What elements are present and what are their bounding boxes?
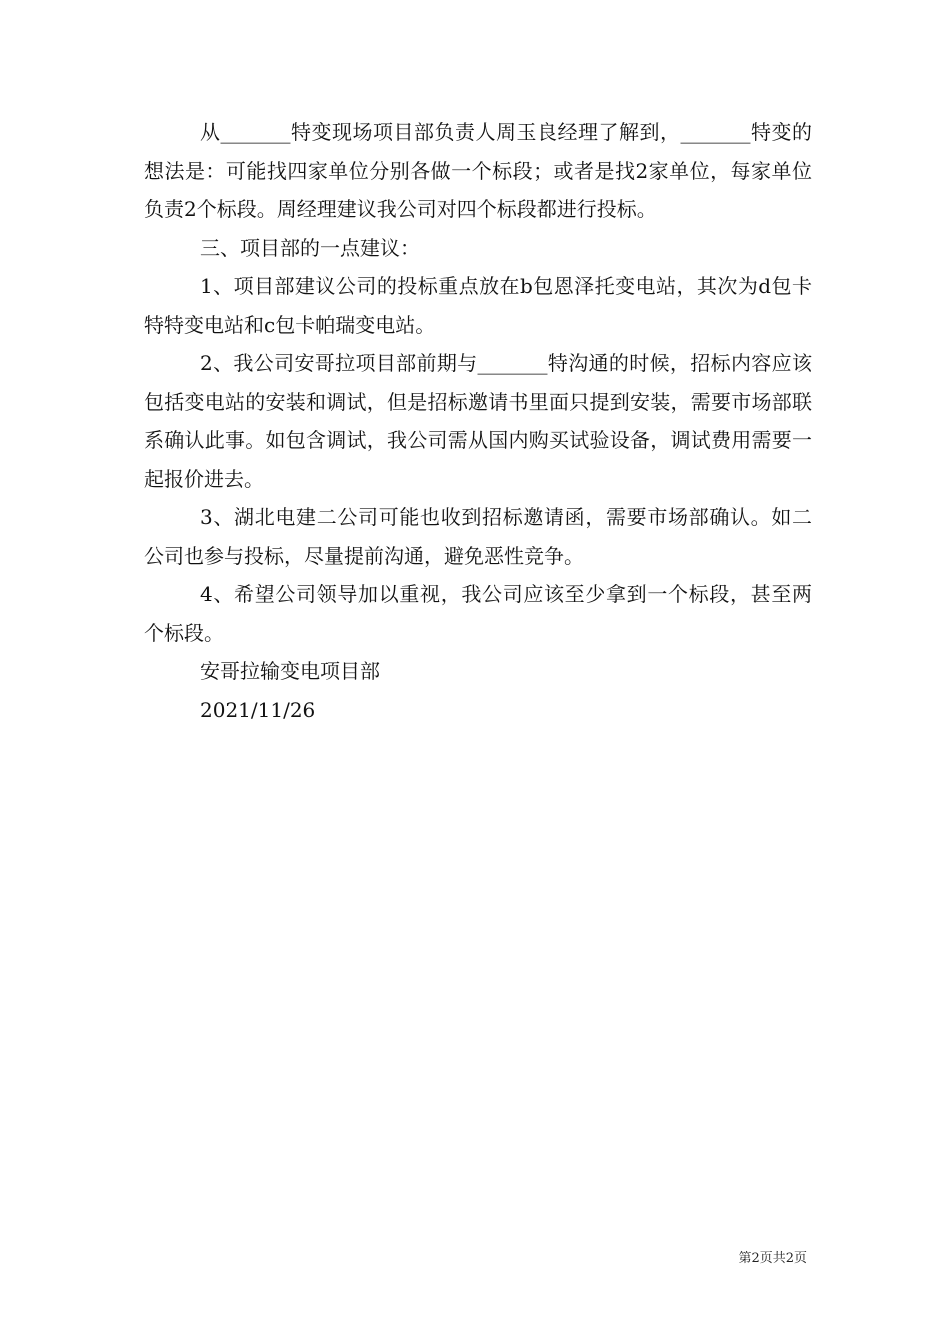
page-number-footer: 第2页共2页	[738, 1251, 807, 1266]
document-body	[144, 113, 812, 729]
suggestion-item-2: 2、我公司安哥拉项目部前期与_______特沟通的时候，招标内容应该包括变电站的安装和调试，但是招标邀请书里面只提到安装，需要市场部联系确认此事。如包含调试，我公司需从国内购买试验设备，调试费用需要一起报价进去。	[144, 351, 812, 491]
suggestion-item-4: 4、希望公司领导加以重视，我公司应该至少拿到一个标段，甚至两个标段。	[144, 582, 812, 645]
suggestion-item-3: 3、湖北电建二公司可能也收到招标邀请函，需要市场部确认。如二公司也参与投标，尽量提前沟通，避免恶性竞争。	[144, 505, 812, 568]
section-heading-suggestions: 三、项目部的一点建议：	[200, 235, 420, 260]
signature-department: 安哥拉输变电项目部	[200, 659, 380, 683]
suggestion-item-1: 1、项目部建议公司的投标重点放在b包恩泽托变电站，其次为d包卡特特变电站和c包卡帕瑞变电站。	[144, 274, 812, 337]
paragraph-survey-findings: 从_______特变现场项目部负责人周玉良经理了解到，_______特变的想法是：可能找四家单位分别各做一个标段；或者是找2家单位，每家单位负责2个标段。周经理建议我公司对四个标段都进行投标。	[144, 120, 812, 221]
signature-date: 2021/11/26	[200, 697, 316, 722]
